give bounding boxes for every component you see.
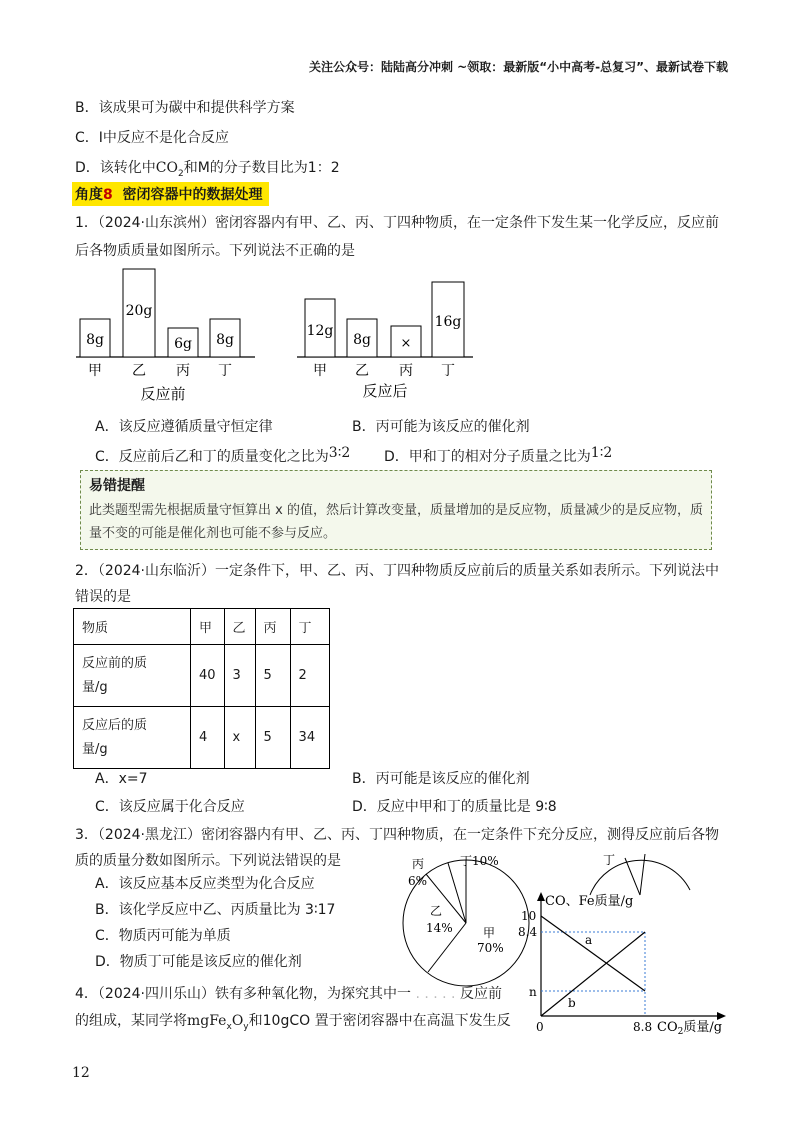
q4-stem-line2: 的组成，某同学将$mgFe_xO_y$和10gCO 置于密闭容器中在高温下发生反 bbox=[75, 1013, 511, 1032]
table-cell: 2 bbox=[290, 645, 329, 707]
bar-before-yi-name: 乙 bbox=[132, 363, 146, 379]
q1-option-b: B．丙可能为该反应的催化剂 bbox=[352, 419, 530, 435]
bar-after-bing-name: 丙 bbox=[399, 363, 413, 379]
bar-before-yi-label: 20g bbox=[125, 303, 153, 319]
bar-after-yi-label: 8g bbox=[353, 332, 371, 348]
table-cell: 甲 bbox=[191, 609, 225, 645]
tip-text: 此类题型需先根据质量守恒算出 x 的值，然后计算改变量，质量增加的是反应物，质量减少的是反应物，质量不变的可能是催化剂也可能不参与反应。 bbox=[89, 503, 703, 541]
table-cell: 物质 bbox=[74, 609, 191, 645]
table-row bbox=[74, 707, 330, 769]
second-pie-label-ding: 丁 bbox=[603, 853, 616, 867]
bar-before-ding-name: 丁 bbox=[218, 363, 232, 379]
line-a-label: a bbox=[585, 933, 593, 947]
bar-before-bing-name: 丙 bbox=[176, 363, 190, 379]
bar-before-ding-label: 8g bbox=[216, 332, 234, 348]
table-cell: 5 bbox=[255, 707, 290, 769]
pie-label-ding: 丁10% bbox=[460, 854, 499, 868]
line-a bbox=[541, 916, 645, 991]
q2-option-d: D．反应中甲和丁的质量比是 9∶8 bbox=[352, 799, 557, 815]
q3-stem-line2: 质的质量分数如图所示。下列说法错误的是 bbox=[75, 853, 341, 869]
q2-option-a: A．x=7 bbox=[95, 771, 148, 787]
q3-option-b: B．该化学反应中乙、丙质量比为 3∶17 bbox=[95, 902, 336, 918]
table-cell: 乙 bbox=[224, 609, 255, 645]
table-cell: 反应后的质 量/g bbox=[74, 707, 191, 769]
graph-ylabel: CO、Fe质量/g bbox=[545, 894, 634, 909]
pie-name-yi: 乙 bbox=[430, 904, 443, 918]
table-cell: x bbox=[224, 707, 255, 769]
page-header: 关注公众号：陆陆高分冲刺 ~领取：最新版“小中高考-总复习”、最新试卷下载 bbox=[309, 60, 728, 74]
pie-label-yi: 14% bbox=[426, 921, 453, 935]
q4-stem-line1: 4．（2024·四川乐山）铁有多种氧化物，为探究其中一 . . . . . 反应前 bbox=[75, 986, 502, 1002]
q1-stem-line1: 1．（2024·山东滨州）密闭容器内有甲、乙、丙、丁四种物质，在一定条件下发生某一化学反应，反应前 bbox=[75, 215, 719, 231]
line-b bbox=[541, 932, 645, 1016]
q2-option-b: B．丙可能是该反应的催化剂 bbox=[352, 771, 530, 787]
pie-name-bing: 丙 bbox=[412, 857, 425, 871]
table-cell: 3 bbox=[224, 645, 255, 707]
q4-line-graph bbox=[505, 888, 730, 1038]
q2-mass-table bbox=[73, 608, 330, 769]
table-cell: 40 bbox=[191, 645, 225, 707]
line-b-label: b bbox=[568, 996, 576, 1010]
before-caption: 反应前 bbox=[140, 385, 186, 403]
tip-title: 易错提醒 bbox=[89, 478, 145, 494]
table-cell: 反应前的质 量/g bbox=[74, 645, 191, 707]
bar-after-yi-name: 乙 bbox=[355, 363, 369, 379]
error-tip-box bbox=[80, 470, 712, 550]
q1-stem-line2: 后各物质质量如图所示。下列说法不正确的是 bbox=[75, 243, 355, 259]
q1-option-a: A．该反应遵循质量守恒定律 bbox=[95, 419, 273, 435]
bar-before-jia-name: 甲 bbox=[88, 363, 102, 379]
bar-after-ding-label: 16g bbox=[434, 314, 462, 330]
bar-before-bing-label: 6g bbox=[174, 336, 192, 352]
bar-after-bing-label: × bbox=[400, 336, 412, 351]
after-caption: 反应后 bbox=[362, 382, 408, 400]
x-tick-8-8: 8.8 bbox=[633, 1020, 653, 1034]
q3-option-a: A．该反应基本反应类型为化合反应 bbox=[95, 876, 315, 892]
bar-after-jia-label: 12g bbox=[306, 323, 334, 339]
pie-name-jia: 甲 bbox=[483, 926, 496, 940]
y-tick-n: n bbox=[529, 985, 537, 999]
table-row bbox=[74, 645, 330, 707]
table-header-row bbox=[74, 609, 330, 645]
y-tick-10: 10 bbox=[521, 909, 537, 923]
prev-option-b: B．该成果可为碳中和提供科学方案 bbox=[75, 100, 295, 116]
q1-option-c: C．反应前后乙和丁的质量变化之比为3∶2 bbox=[95, 445, 351, 465]
q3-option-d: D．物质丁可能是该反应的催化剂 bbox=[95, 954, 302, 970]
bar-after-ding-name: 丁 bbox=[441, 363, 455, 379]
section-heading: 角度8 密闭容器中的数据处理 bbox=[72, 182, 269, 206]
table-cell: 5 bbox=[255, 645, 290, 707]
pie-label-jia: 70% bbox=[477, 941, 504, 955]
bar-before-jia-label: 8g bbox=[86, 332, 104, 348]
prev-option-d: D．该转化中$CO_2$和M的分子数目比为1：2 bbox=[75, 160, 340, 179]
pie-label-bing: 6% bbox=[408, 874, 428, 888]
table-cell: 4 bbox=[191, 707, 225, 769]
table-cell: 34 bbox=[290, 707, 329, 769]
q1-bar-charts bbox=[70, 262, 490, 412]
q2-stem-line2: 错误的是 bbox=[75, 589, 131, 605]
bar-after-jia-name: 甲 bbox=[313, 363, 327, 379]
x-tick-0: 0 bbox=[536, 1020, 544, 1034]
table-cell: 丙 bbox=[255, 609, 290, 645]
table-cell: 丁 bbox=[290, 609, 329, 645]
q2-stem-line1: 2．（2024·山东临沂）一定条件下，甲、乙、丙、丁四种物质反应前后的质量关系如表所示。下列说法中 bbox=[75, 563, 719, 579]
q1-option-d: D．甲和丁的相对分子质量之比为1∶2 bbox=[384, 445, 613, 465]
q3-stem-line1: 3．（2024·黑龙江）密闭容器内有甲、乙、丙、丁四种物质，在一定条件下充分反应，测得反应前后各物 bbox=[75, 827, 719, 843]
pie-divider bbox=[448, 863, 466, 923]
prev-option-c: C．Ⅰ中反应不是化合反应 bbox=[75, 130, 229, 146]
page-number: 12 bbox=[72, 1065, 90, 1081]
graph-xlabel: $CO_2$质量/g bbox=[657, 1020, 723, 1037]
q2-option-c: C．该反应属于化合反应 bbox=[95, 799, 245, 815]
y-tick-8-4: 8.4 bbox=[518, 925, 538, 939]
q3-option-c: C．物质丙可能为单质 bbox=[95, 928, 231, 944]
